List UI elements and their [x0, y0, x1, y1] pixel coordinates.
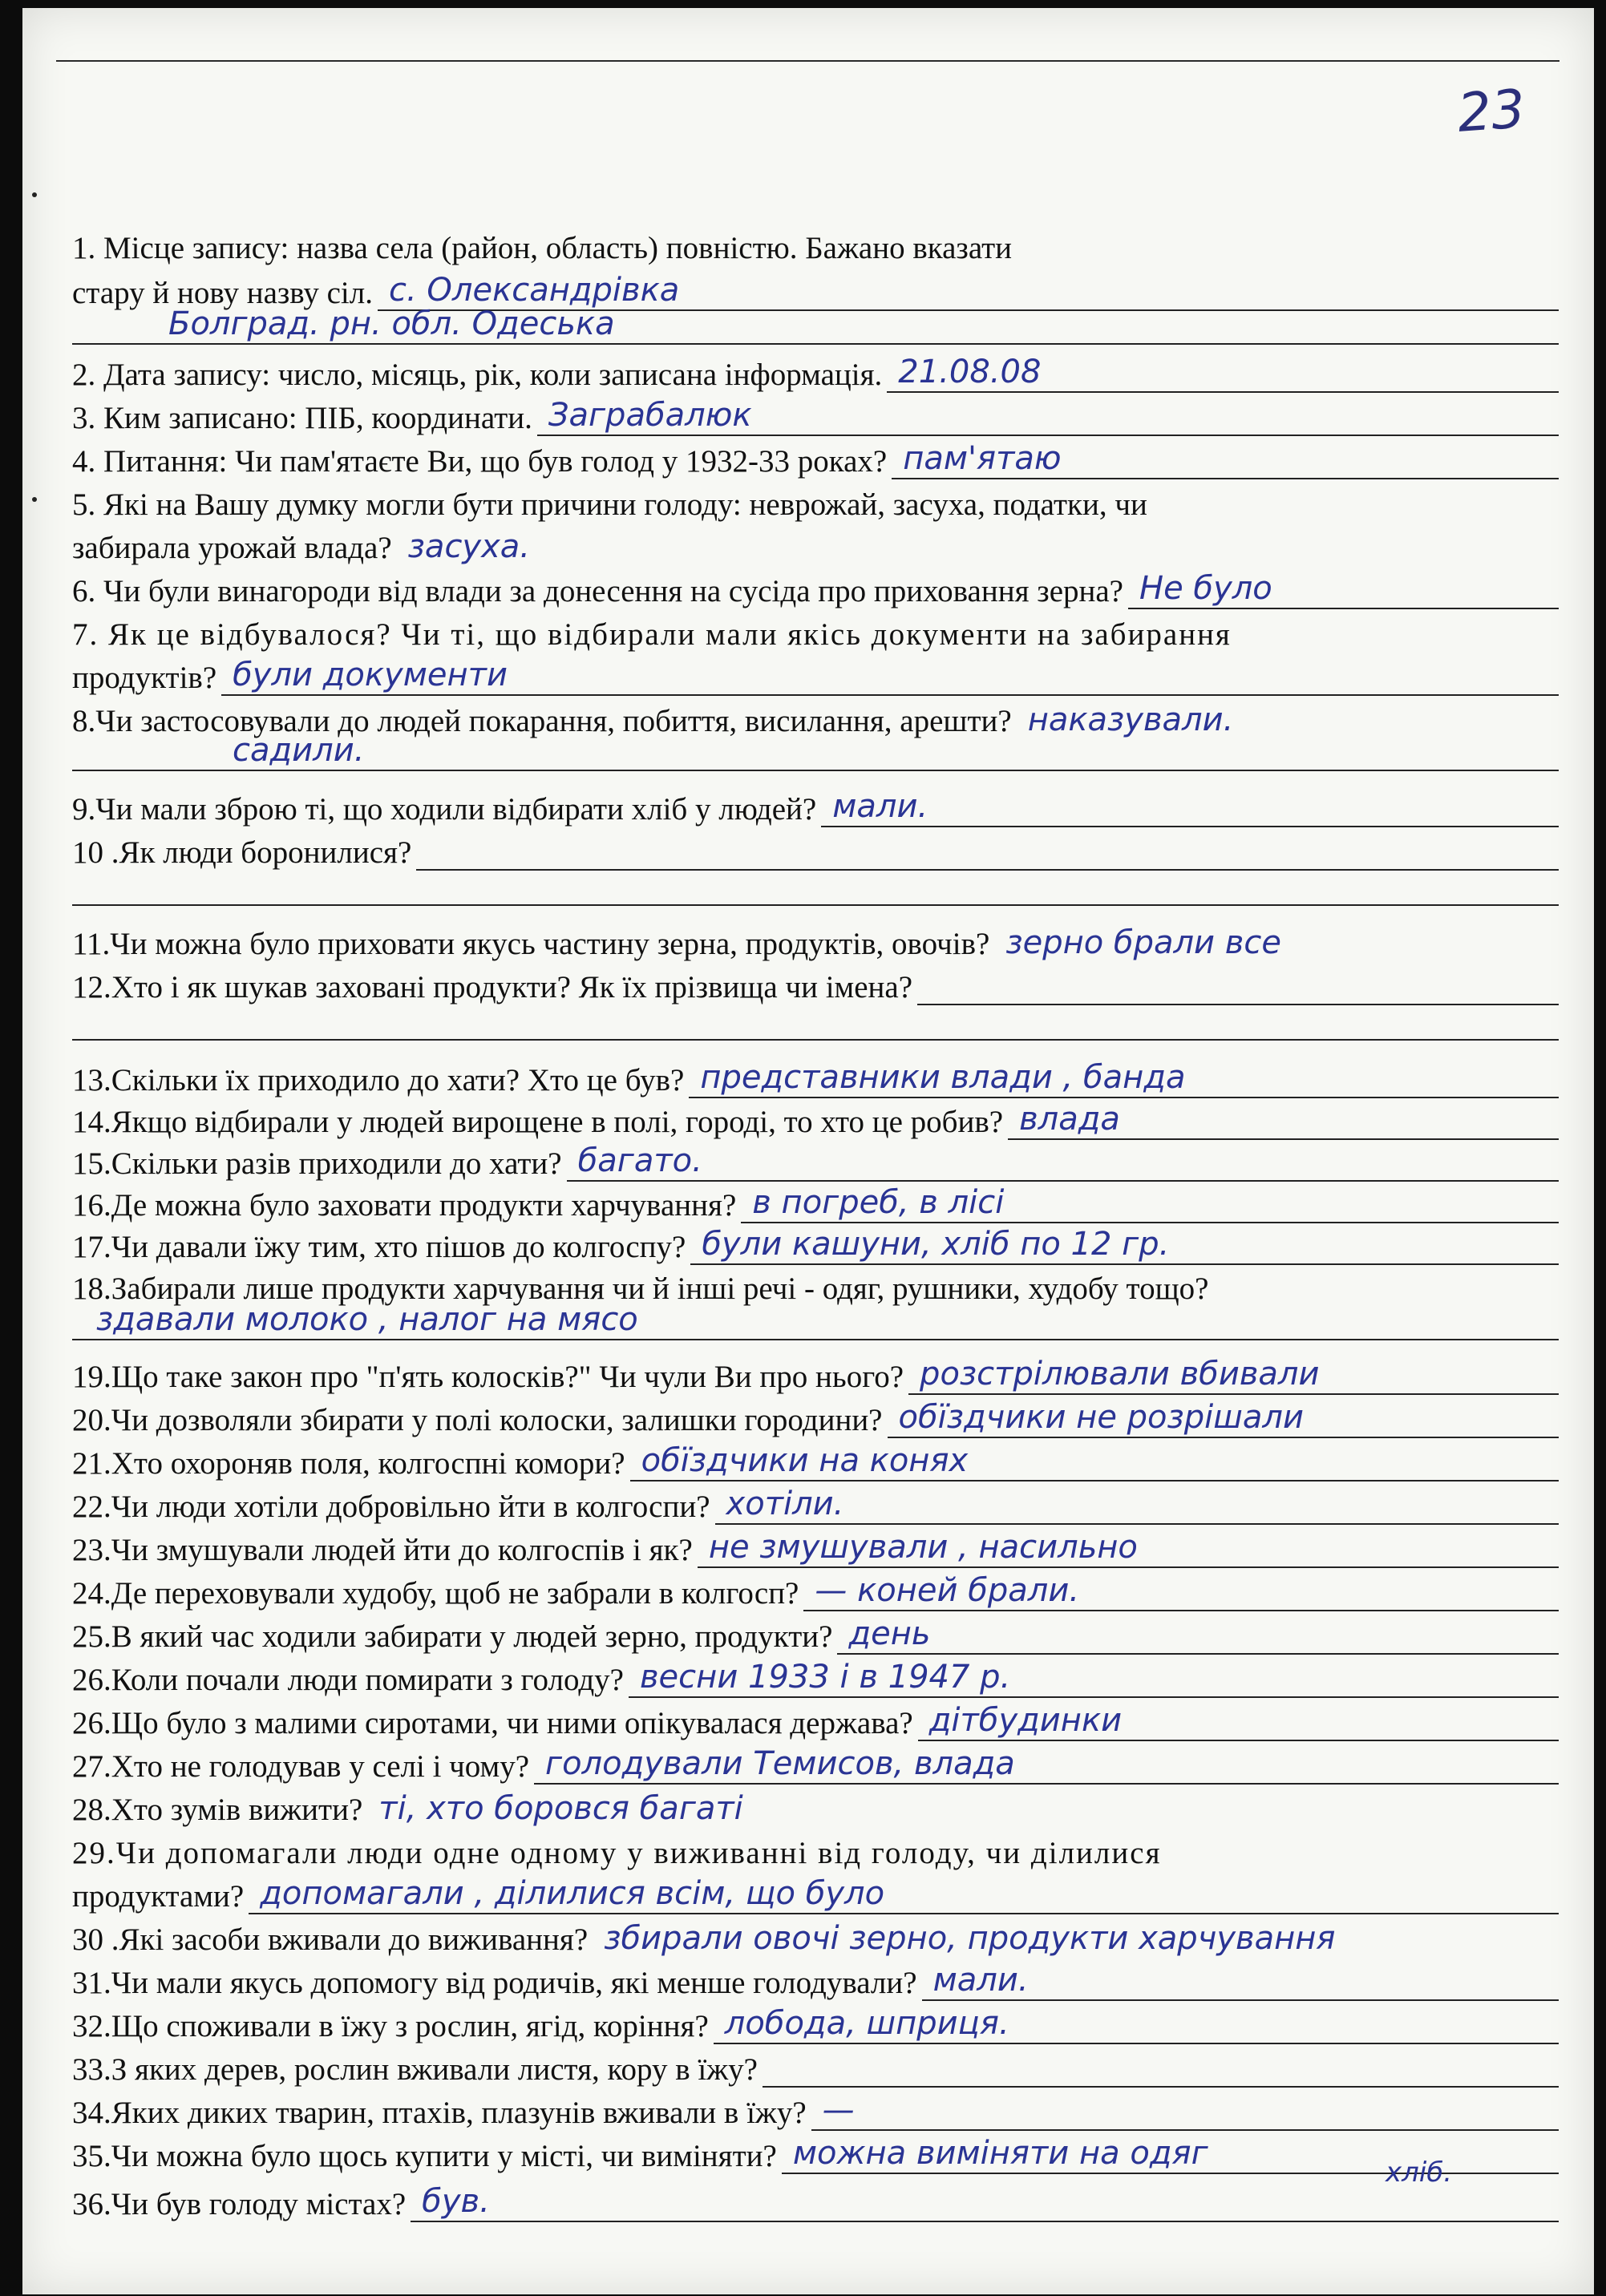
margin-dot	[32, 497, 37, 502]
question-text: 8.Чи застосовували до людей покарання, побиття, висилання, арешти?	[72, 704, 1012, 738]
question-22	[72, 1477, 1559, 1525]
question-text: 1. Місце запису: назва села (район, область) повністю. Бажано вказати	[72, 231, 1013, 265]
question-text: 17.Чи давали їжу тим, хто пішов до колгоспу?	[72, 1230, 686, 1264]
answer-field[interactable]: влада	[1008, 1100, 1559, 1140]
answer-field[interactable]: хотіли.	[715, 1485, 1559, 1525]
answer-field[interactable]: мали.	[922, 1961, 1559, 2001]
answer-field[interactable]: засуха.	[407, 528, 530, 565]
question-33	[72, 2039, 1559, 2088]
question-text: 4. Питання: Чи пам'ятаєте Ви, що був голод у 1932-33 роках?	[72, 444, 888, 479]
question-32	[72, 1996, 1559, 2044]
question-text: 30 .Які засоби вживали до виживання?	[72, 1922, 589, 1957]
question-29-line2	[72, 1866, 1559, 1914]
question-text: 36.Чи був голоду містах?	[72, 2187, 407, 2221]
question-19	[72, 1347, 1559, 1395]
question-text: 35.Чи можна було щось купити у місті, чи виміняти?	[72, 2139, 777, 2173]
question-1-line1	[72, 218, 1559, 266]
answer-field[interactable]: весни 1933 і в 1947 р.	[629, 1658, 1559, 1698]
answer-field[interactable]	[763, 2047, 1559, 2088]
question-text: 33.З яких дерев, рослин вживали листя, кору в їжу?	[72, 2052, 758, 2087]
question-text: стару й нову назву сіл.	[72, 276, 373, 310]
question-text: 22.Чи люди хотіли добровільно йти в колгоспи?	[72, 1490, 710, 1524]
answer-field[interactable]: збирали овочі зерно, продукти харчування	[604, 1920, 1336, 1957]
question-text: продуктами?	[72, 1879, 245, 1914]
question-text: 23.Чи змушували людей йти до колгоспів і як?	[72, 1533, 693, 1567]
question-text: 20.Чи дозволяли збирати у полі колоски, залишки городини?	[72, 1403, 883, 1437]
question-text: 12.Хто і як шукав заховані продукти? Як їх прізвища чи імена?	[72, 970, 913, 1004]
question-25	[72, 1607, 1559, 1655]
question-text: 15.Скільки разів приходили до хати?	[72, 1146, 562, 1181]
question-7-line1	[72, 604, 1559, 653]
question-text: 13.Скільки їх приходило до хати? Хто це був?	[72, 1063, 685, 1097]
question-24	[72, 1563, 1559, 1611]
answer-field[interactable]: допомагали , ділилися всім, що було	[249, 1874, 1559, 1914]
question-text: 26.Коли почали люди помирати з голоду?	[72, 1663, 624, 1697]
answer-field[interactable]	[416, 831, 1559, 871]
answer-field[interactable]: мали.	[821, 787, 1559, 827]
question-20	[72, 1390, 1559, 1438]
question-4	[72, 431, 1559, 479]
question-28	[72, 1780, 1559, 1828]
question-11	[72, 914, 1559, 962]
question-27	[72, 1736, 1559, 1785]
answer-field[interactable]: не змушували , насильно	[698, 1528, 1559, 1568]
question-text: 19.Що таке закон про "п'ять колосків?" Чи чули Ви про нього?	[72, 1360, 904, 1394]
question-3	[72, 388, 1559, 436]
answer-field[interactable]: ті, хто боровся багаті	[378, 1790, 743, 1827]
question-text: 9.Чи мали зброю ті, що ходили відбирати хліб у людей?	[72, 792, 817, 827]
question-text: 18.Забирали лише продукти харчування чи й інші речі - одяг, рушники, худобу тощо?	[72, 1271, 1209, 1306]
answer-field[interactable]: 21.08.08	[887, 353, 1559, 393]
question-text: 14.Якщо відбирали у людей вирощене в полі, городі, то хто це робив?	[72, 1105, 1004, 1139]
margin-dot	[32, 192, 37, 197]
answer-field[interactable]: с. Олександрівка	[378, 271, 1559, 311]
answer-field[interactable]: розстрілювали вбивали	[908, 1355, 1559, 1395]
answer-field[interactable]: були кашуни, хліб по 12 гр.	[690, 1225, 1559, 1265]
answer-field[interactable]: — коней брали.	[803, 1571, 1559, 1611]
answer-field[interactable]: день	[837, 1615, 1559, 1655]
question-26b	[72, 1693, 1559, 1741]
question-34	[72, 2083, 1559, 2131]
answer-field[interactable]	[72, 866, 1559, 906]
question-text: 34.Яких диких тварин, птахів, плазунів вживали в їжу?	[72, 2096, 807, 2130]
top-rule	[56, 60, 1559, 62]
answer-field[interactable]: зерно брали все	[1005, 924, 1281, 961]
question-17	[72, 1217, 1559, 1265]
question-1-line2	[72, 263, 1559, 311]
question-text: 24.Де переховували худобу, щоб не забрали в колгосп?	[72, 1576, 799, 1611]
answer-continuation: хліб.	[1386, 2157, 1453, 2189]
question-7-line2	[72, 648, 1559, 696]
question-text: забирала урожай влада?	[72, 531, 392, 565]
answer-field[interactable]: голодували Темисов, влада	[534, 1744, 1559, 1785]
answer-field[interactable]: Болград. рн. обл. Одеська	[72, 305, 1559, 345]
question-36	[72, 2174, 1559, 2222]
question-text: 6. Чи були винагороди від влади за донесення на сусіда про приховання зерна?	[72, 574, 1123, 608]
answer-field[interactable]: представники влади , банда	[689, 1058, 1559, 1098]
question-26a	[72, 1650, 1559, 1698]
question-text: 25.В який час ходили забирати у людей зерно, продукти?	[72, 1619, 833, 1654]
question-14	[72, 1092, 1559, 1140]
answer-field[interactable]: Не було	[1128, 569, 1559, 609]
question-text: 16.Де можна було заховати продукти харчування?	[72, 1188, 737, 1223]
answer-field[interactable]: обїздчики не розрішали	[888, 1398, 1559, 1438]
answer-field[interactable]	[917, 965, 1559, 1005]
question-5-line1	[72, 475, 1559, 523]
answer-field[interactable]	[72, 1000, 1559, 1041]
questionnaire-sheet	[22, 8, 1594, 2294]
answer-field[interactable]: обїздчики на конях	[630, 1441, 1559, 1481]
question-text: 21.Хто охороняв поля, колгоспні комори?	[72, 1446, 625, 1481]
question-text: 32.Що споживали в їжу з рослин, ягід, коріння?	[72, 2009, 709, 2043]
answer-field[interactable]: дітбудинки	[918, 1701, 1559, 1741]
question-text: 2. Дата запису: число, місяць, рік, коли записана інформація.	[72, 358, 883, 392]
question-18	[72, 1259, 1559, 1307]
question-15	[72, 1134, 1559, 1182]
question-text: 3. Ким записано: ПІБ, координати.	[72, 401, 532, 435]
question-text: 29.Чи допомагали люди одне одному у виживанні від голоду, чи ділилися	[72, 1836, 1162, 1870]
question-21	[72, 1433, 1559, 1481]
question-31	[72, 1953, 1559, 2001]
question-5-line2	[72, 518, 1559, 566]
answer-field[interactable]: —	[811, 2091, 1559, 2131]
answer-field[interactable]: в погреб, в лісі	[741, 1183, 1559, 1223]
question-text: 10 .Як люди боронилися?	[72, 835, 412, 870]
answer-field[interactable]: можна виміняти на одяг	[782, 2134, 1559, 2174]
answer-field[interactable]: здавали молоко , налог на мясо	[72, 1300, 1559, 1340]
question-2	[72, 345, 1559, 393]
question-16	[72, 1175, 1559, 1223]
question-29-line1	[72, 1823, 1559, 1871]
question-text: 31.Чи мали якусь допомогу від родичів, які менше голодували?	[72, 1966, 917, 2000]
question-text: 26.Що було з малими сиротами, чи ними опікувалася держава?	[72, 1706, 913, 1740]
page-number: 23	[1455, 78, 1527, 144]
answer-field[interactable]: багато.	[567, 1142, 1559, 1182]
question-text: 7. Як це відбувалося? Чи ті, що відбирали мали якісь документи на забирання	[72, 617, 1232, 652]
question-9	[72, 779, 1559, 827]
answer-field[interactable]: наказували.	[1027, 701, 1234, 738]
question-6	[72, 561, 1559, 609]
question-13	[72, 1050, 1559, 1098]
question-text: 28.Хто зумів вижити?	[72, 1793, 363, 1827]
answer-field[interactable]: Заграбалюк	[537, 396, 1559, 436]
question-30	[72, 1910, 1559, 1958]
answer-field[interactable]: садили.	[72, 731, 1559, 771]
question-text: продуктів?	[72, 661, 217, 695]
question-35	[72, 2126, 1559, 2174]
answer-field[interactable]: лобода, шприця.	[714, 2004, 1559, 2044]
question-12	[72, 957, 1559, 1005]
answer-field[interactable]: був.	[411, 2182, 1559, 2222]
question-text: 5. Які на Вашу думку могли бути причини голоду: неврожай, засуха, податки, чи	[72, 487, 1147, 522]
question-text: 11.Чи можна було приховати якусь частину зерна, продуктів, овочів?	[72, 927, 990, 961]
question-text: 27.Хто не голодував у селі і чому?	[72, 1749, 530, 1784]
answer-field[interactable]: були документи	[221, 656, 1559, 696]
question-23	[72, 1520, 1559, 1568]
answer-field[interactable]: пам'ятаю	[892, 439, 1559, 479]
question-10	[72, 823, 1559, 871]
